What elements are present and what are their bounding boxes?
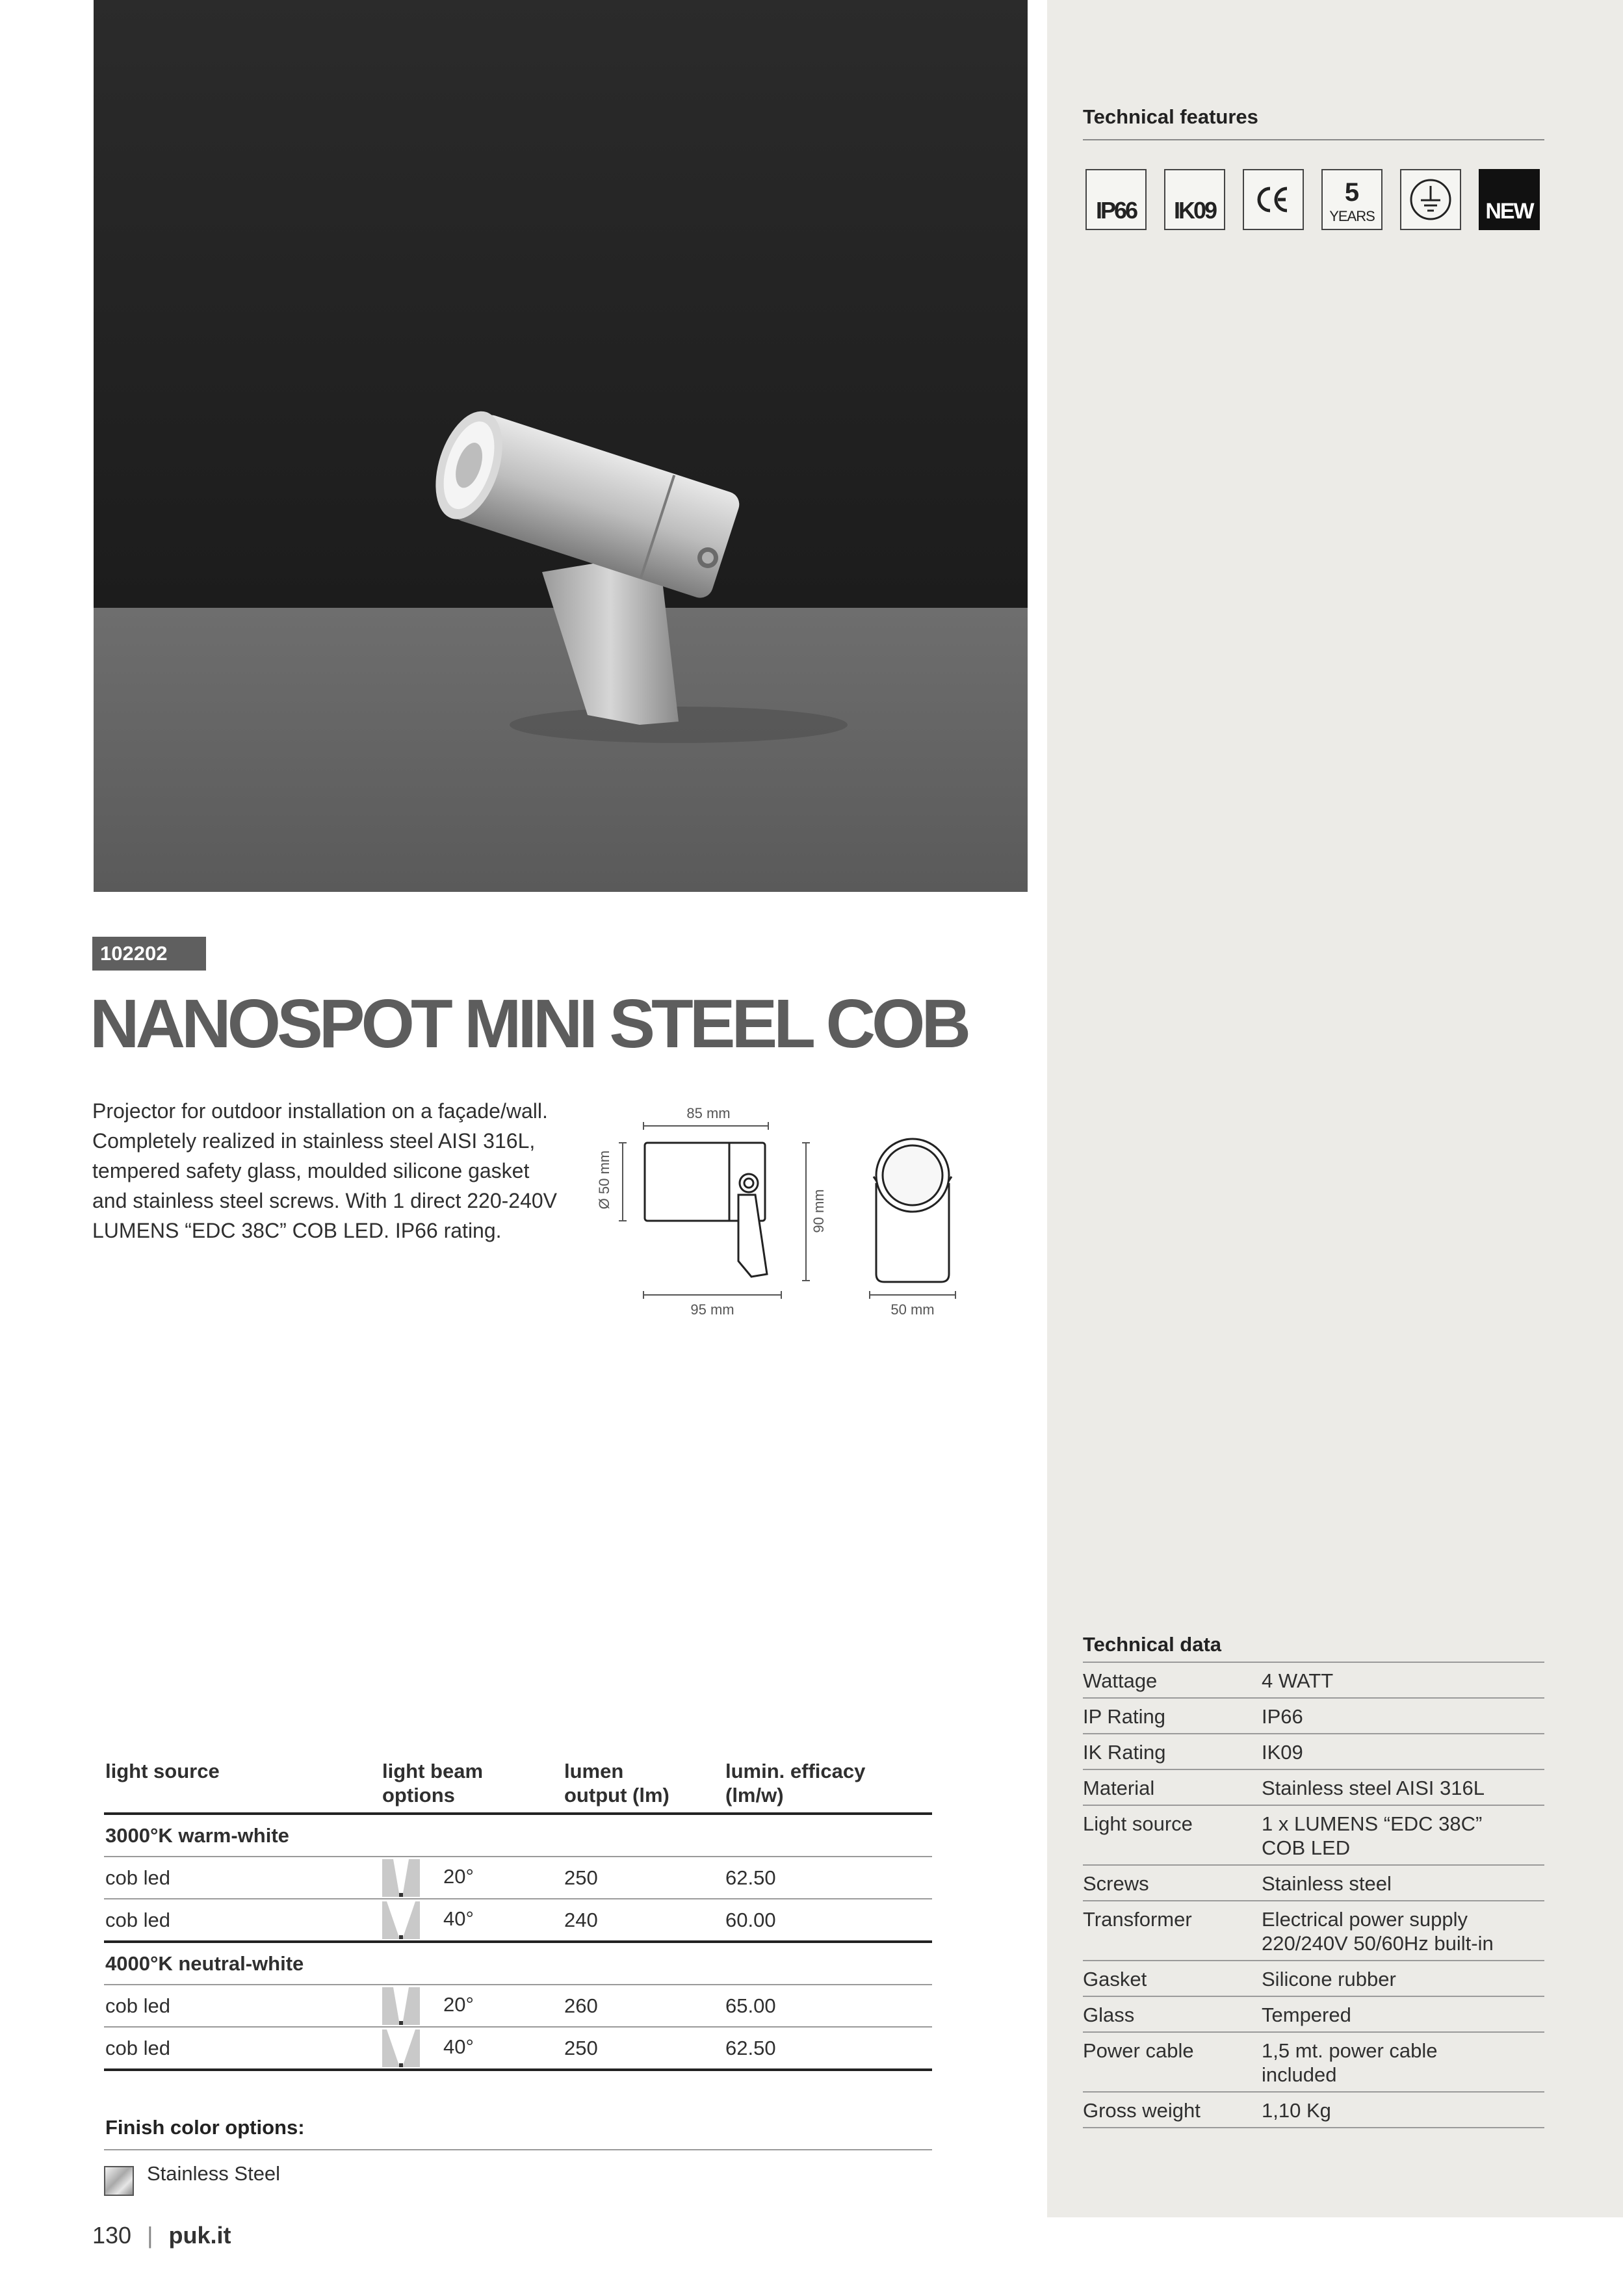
warranty-years-number: 5: [1344, 178, 1360, 207]
ip66-badge-text: IP66: [1095, 197, 1137, 224]
dim-top-label: 85 mm: [686, 1105, 731, 1121]
light-source-table: [104, 1754, 932, 2071]
light-table-header-row: [104, 1754, 932, 1814]
technical-data-table: [1083, 1662, 1544, 2128]
technical-data-row: [1083, 1734, 1544, 1769]
ip66-icon: [1085, 169, 1147, 230]
lumen-output-cell: 250: [563, 1857, 724, 1899]
technical-data-value: [1262, 2032, 1544, 2092]
ground-symbol-glyph: [1401, 170, 1460, 229]
technical-data-label: Power cable: [1083, 2032, 1262, 2092]
light-source-cell: cob led: [104, 1899, 381, 1942]
product-description: [92, 1096, 560, 1246]
technical-data-value-line1: IK09: [1262, 1741, 1303, 1764]
finish-options-divider: [104, 2149, 932, 2150]
header-light-beam: [381, 1754, 563, 1814]
technical-data-value: [1262, 1805, 1544, 1865]
technical-data-row: [1083, 1662, 1544, 1698]
website-link[interactable]: puk.it: [168, 2222, 231, 2249]
technical-features-divider: [1083, 139, 1544, 140]
technical-data-value-line1: Stainless steel AISI 316L: [1262, 1777, 1485, 1799]
color-temperature-group-row: [104, 1942, 932, 1985]
light-option-row: [104, 1985, 932, 2027]
technical-data-row: [1083, 1961, 1544, 1996]
header-lumen-line1: lumen: [564, 1760, 624, 1782]
finish-options-heading: Finish color options:: [105, 2116, 305, 2139]
beam-angle-cell: [381, 2027, 563, 2070]
footer-separator: |: [147, 2222, 153, 2249]
beam-angle-value: 20°: [443, 1864, 474, 1888]
technical-data-label: Material: [1083, 1769, 1262, 1805]
page-footer: [92, 2222, 231, 2249]
technical-data-value: [1262, 1734, 1544, 1769]
finish-option-label: Stainless Steel: [147, 2162, 281, 2185]
header-lumen-output: [563, 1754, 724, 1814]
technical-data-label: IK Rating: [1083, 1734, 1262, 1769]
technical-data-value-line1: IP66: [1262, 1705, 1303, 1728]
ik09-icon: [1164, 169, 1225, 230]
technical-data-label: Transformer: [1083, 1901, 1262, 1961]
beam-angle-icon: [382, 2029, 420, 2067]
technical-data-value: [1262, 1769, 1544, 1805]
light-option-row: [104, 2027, 932, 2070]
luminous-efficacy-cell: 65.00: [724, 1985, 932, 2027]
header-luminous-efficacy: [724, 1754, 932, 1814]
light-table-body: [104, 1814, 932, 2070]
light-source-cell: cob led: [104, 2027, 381, 2070]
technical-data-value-line1: Tempered: [1262, 2003, 1351, 2026]
technical-features-heading: Technical features: [1083, 105, 1258, 128]
technical-data-row: [1083, 2032, 1544, 2092]
technical-data-row: [1083, 1901, 1544, 1961]
technical-data-value: [1262, 1865, 1544, 1901]
technical-data-value: [1262, 1698, 1544, 1734]
beam-angle-value: 20°: [443, 1992, 474, 2016]
header-light-beam-line2: options: [382, 1784, 455, 1807]
dim-bottom-label: 95 mm: [690, 1301, 734, 1318]
beam-angle-icon: [382, 1859, 420, 1897]
technical-data-value-line2: included: [1262, 2063, 1337, 2086]
technical-data-row: [1083, 1865, 1544, 1901]
luminous-efficacy-cell: 62.50: [724, 1857, 932, 1899]
technical-data-value-line1: Electrical power supply: [1262, 1908, 1468, 1931]
technical-data-value-line1: 4 WATT: [1262, 1669, 1334, 1692]
page-number: 130: [92, 2222, 132, 2249]
technical-data-value: [1262, 1662, 1544, 1698]
technical-data-value-line1: Silicone rubber: [1262, 1968, 1396, 1990]
technical-data-value-line1: 1 x LUMENS “EDC 38C”: [1262, 1812, 1483, 1835]
luminous-efficacy-cell: 60.00: [724, 1899, 932, 1942]
dim-side-label: 50 mm: [890, 1301, 935, 1318]
product-photo: [94, 0, 1028, 892]
ik09-badge-text: IK09: [1173, 197, 1216, 224]
technical-data-row: [1083, 1769, 1544, 1805]
header-efficacy-line2: (lm/w): [725, 1784, 784, 1807]
technical-data-label: Wattage: [1083, 1662, 1262, 1698]
header-lumen-line2: output (lm): [564, 1784, 669, 1807]
dimension-drawing-lines: [585, 1099, 975, 1320]
technical-data-value-line1: 1,5 mt. power cable: [1262, 2039, 1438, 2062]
beam-angle-icon: [382, 1987, 420, 2025]
color-temperature-label: 3000°K warm-white: [104, 1814, 932, 1857]
color-temperature-group-row: [104, 1814, 932, 1857]
lumen-output-cell: 240: [563, 1899, 724, 1942]
technical-data-label: Glass: [1083, 1996, 1262, 2032]
technical-data-row: [1083, 1996, 1544, 2032]
technical-data-value-line2: COB LED: [1262, 1836, 1351, 1859]
beam-angle-cell: [381, 1899, 563, 1942]
new-product-icon: [1479, 169, 1540, 230]
header-light-source: light source: [104, 1754, 381, 1814]
technical-data-row: [1083, 1698, 1544, 1734]
color-temperature-label: 4000°K neutral-white: [104, 1942, 932, 1985]
technical-data-value: [1262, 1996, 1544, 2032]
ce-mark-icon: [1243, 169, 1304, 230]
technical-data-label: Screws: [1083, 1865, 1262, 1901]
ce-mark-glyph: [1244, 170, 1303, 229]
product-title: NANOSPOT MINI STEEL COB: [90, 985, 968, 1062]
technical-data-value-line1: Stainless steel: [1262, 1872, 1392, 1895]
beam-angle-icon: [382, 1901, 420, 1939]
technical-data-value-line2: 220/240V 50/60Hz built-in: [1262, 1932, 1494, 1955]
technical-data-value: [1262, 1961, 1544, 1996]
dimension-drawing: [585, 1099, 975, 1320]
technical-data-label: Light source: [1083, 1805, 1262, 1865]
technical-data-value: [1262, 2092, 1544, 2128]
light-option-row: [104, 1899, 932, 1942]
technical-data-label: Gross weight: [1083, 2092, 1262, 2128]
luminous-efficacy-cell: 62.50: [724, 2027, 932, 2070]
technical-data-row: [1083, 1805, 1544, 1865]
warranty-years-label: YEARS: [1329, 208, 1375, 224]
new-badge-text: NEW: [1485, 199, 1533, 224]
dim-diameter-label: Ø 50 mm: [596, 1150, 612, 1210]
beam-angle-value: 40°: [443, 1907, 474, 1930]
beam-angle-cell: [381, 1857, 563, 1899]
technical-data-row: [1083, 2092, 1544, 2128]
ground-symbol-icon: [1400, 169, 1461, 230]
lumen-output-cell: 250: [563, 2027, 724, 2070]
beam-angle-cell: [381, 1985, 563, 2027]
light-option-row: [104, 1857, 932, 1899]
product-photo-image: [94, 0, 1028, 892]
technical-data-value-line1: 1,10 Kg: [1262, 2099, 1331, 2122]
warranty-5-years-icon: [1321, 169, 1383, 230]
technical-data-label: Gasket: [1083, 1961, 1262, 1996]
technical-data-body: [1083, 1662, 1544, 2128]
technical-data-value: [1262, 1901, 1544, 1961]
technical-data-heading: Technical data: [1083, 1633, 1222, 1656]
lumen-output-cell: 260: [563, 1985, 724, 2027]
light-source-cell: cob led: [104, 1857, 381, 1899]
dim-height-label: 90 mm: [811, 1189, 827, 1233]
product-code-badge: 102202: [92, 937, 206, 971]
description-text: Projector for outdoor installation on a façade/wall. Completely realized in stainless steel AISI 316L, tempered safety glass, moulded silicone gasket and stainless steel screws. With 1 direct 220-240V LUMENS “EDC 38C” COB LED. IP66 rating.: [92, 1099, 557, 1242]
technical-data-label: IP Rating: [1083, 1698, 1262, 1734]
light-source-cell: cob led: [104, 1985, 381, 2027]
header-efficacy-line1: lumin. efficacy: [725, 1760, 866, 1782]
stainless-steel-swatch: [104, 2166, 134, 2196]
beam-angle-value: 40°: [443, 2035, 474, 2058]
header-light-beam-line1: light beam: [382, 1760, 484, 1782]
